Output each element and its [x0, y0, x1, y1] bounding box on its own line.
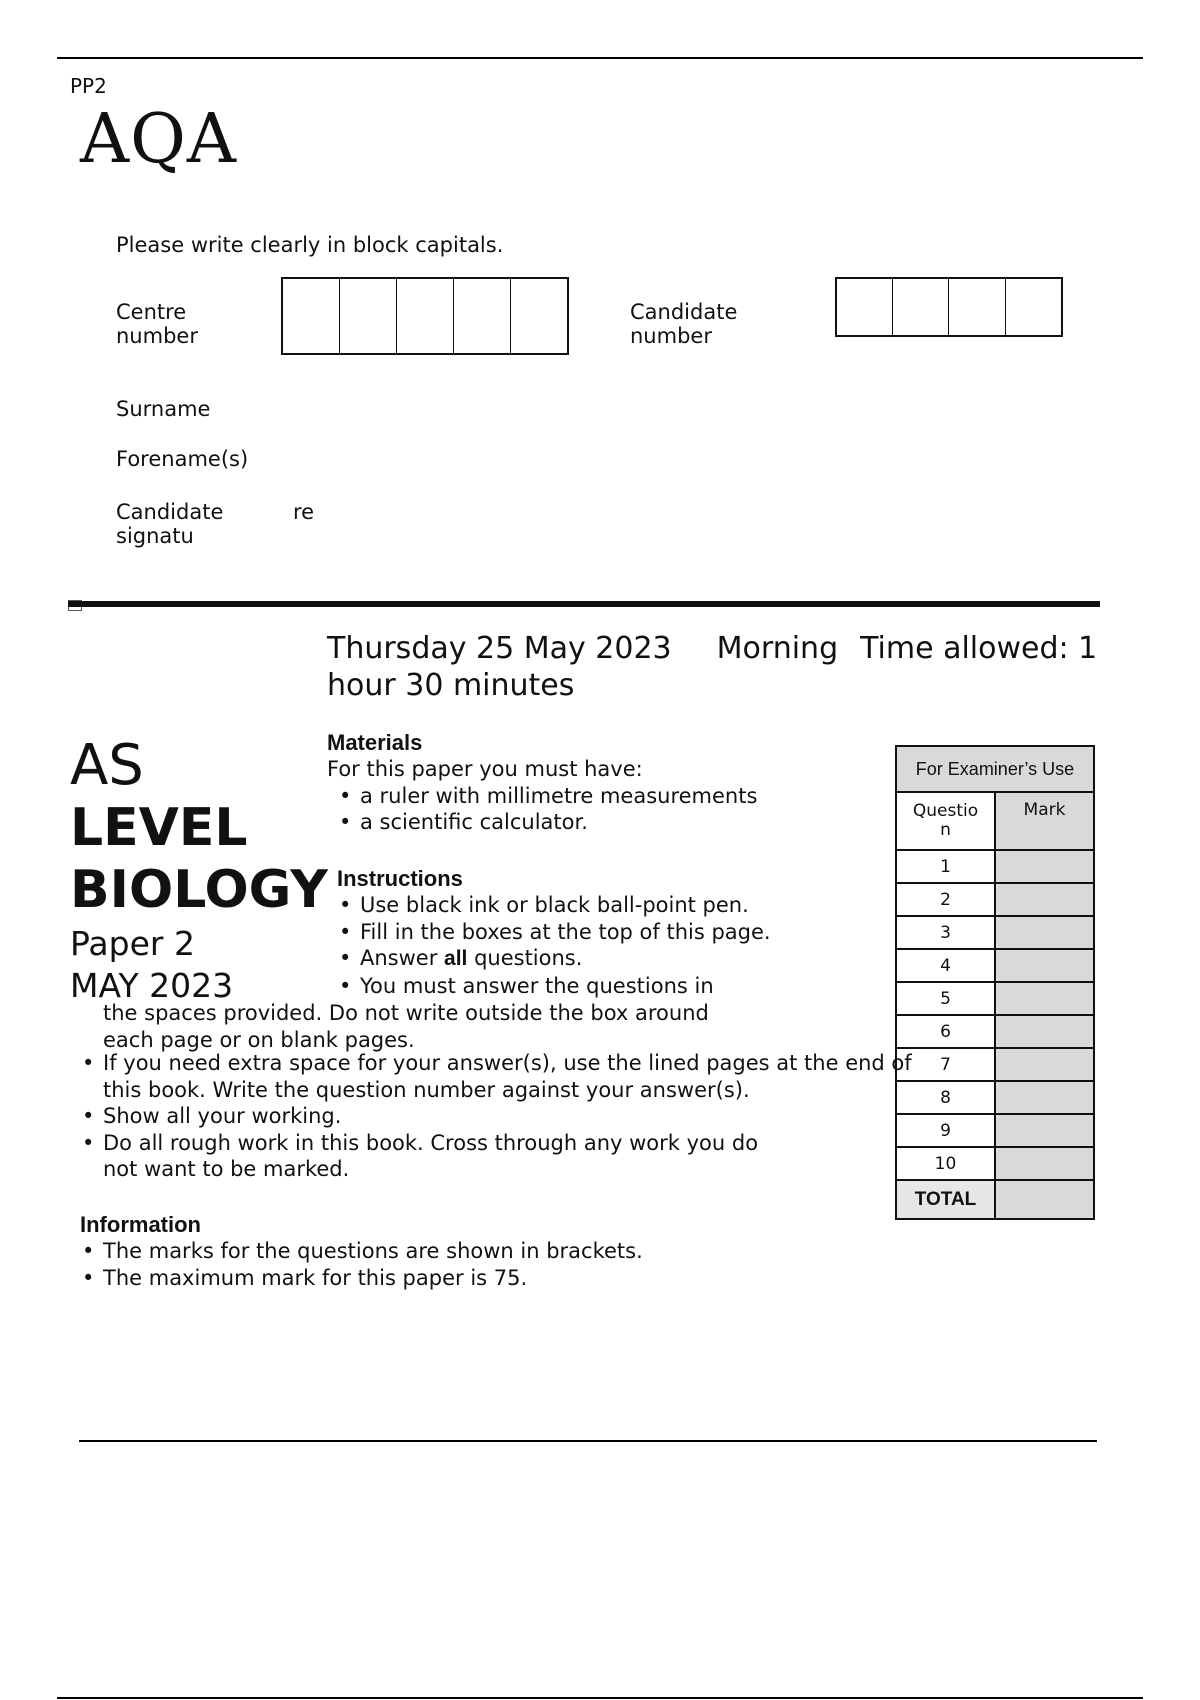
table-row: [896, 1147, 1094, 1180]
exam-session: Morning: [716, 631, 839, 666]
subject-level-2: LEVEL: [70, 798, 248, 858]
centre-number-boxes[interactable]: [281, 277, 569, 355]
table-row: [896, 1114, 1094, 1147]
subject-series: MAY 2023: [70, 966, 234, 1005]
question-number: 7: [896, 1048, 995, 1081]
exam-time-allowed: Time allowed: 1 hour 30 minutes: [327, 631, 1098, 703]
instructions-heading: Instructions: [337, 866, 463, 891]
centre-number-box[interactable]: [454, 279, 511, 353]
list-item: • Fill in the boxes at the top of this page.: [337, 919, 877, 946]
examiner-table: [895, 745, 1095, 1220]
question-number: 3: [896, 916, 995, 949]
list-item: • The marks for the questions are shown in brackets.: [80, 1238, 880, 1265]
subject-level-1: AS: [70, 733, 144, 798]
centre-number-box[interactable]: [511, 279, 567, 353]
instructions-more: [80, 1050, 980, 1183]
list-item: • a ruler with millimetre measurements: [337, 783, 847, 810]
thick-divider: [68, 601, 1100, 607]
mark-cell: [995, 1015, 1094, 1048]
mark-cell: [995, 949, 1094, 982]
signature-label: Candidate signatu: [116, 500, 224, 548]
question-column-header: Questio n: [896, 792, 995, 850]
page-bottom-rule: [57, 1697, 1143, 1699]
information-section: [80, 1212, 880, 1291]
candidate-number-box[interactable]: [1006, 279, 1061, 335]
candidate-number-boxes[interactable]: [835, 277, 1063, 337]
examiner-table-title: For Examiner’s Use: [896, 746, 1094, 792]
table-row: [896, 982, 1094, 1015]
question-number: 5: [896, 982, 995, 1015]
mark-cell: [995, 1081, 1094, 1114]
list-item: [337, 945, 877, 973]
total-label: TOTAL: [896, 1180, 995, 1219]
mark-cell: [995, 982, 1094, 1015]
centre-number-box[interactable]: [340, 279, 397, 353]
table-row: [896, 1048, 1094, 1081]
signature-label-tail: re: [293, 500, 315, 524]
table-row: [896, 949, 1094, 982]
list-item: • If you need extra space for your answer(s), use the lined pages at the end of this book. Write the question number against your answer(s).: [80, 1050, 980, 1103]
answer-all-text: Answer all questions.: [360, 946, 583, 970]
question-number: 10: [896, 1147, 995, 1180]
candidate-number-box[interactable]: [837, 279, 893, 335]
list-item: • The maximum mark for this paper is 75.: [80, 1265, 880, 1292]
centre-number-box[interactable]: [397, 279, 454, 353]
materials-heading: Materials: [327, 730, 423, 755]
mark-cell: [995, 916, 1094, 949]
question-number: 4: [896, 949, 995, 982]
write-instruction: Please write clearly in block capitals.: [116, 233, 504, 257]
list-item: • You must answer the questions in: [337, 973, 877, 1000]
information-heading: Information: [80, 1212, 201, 1237]
table-row: [896, 850, 1094, 883]
aqa-logo: AQA: [80, 100, 237, 179]
exam-date: Thursday 25 May 2023: [327, 631, 672, 666]
table-row: [896, 883, 1094, 916]
list-item: • a scientific calculator.: [337, 809, 847, 836]
mark-cell: [995, 1147, 1094, 1180]
table-row: [896, 1081, 1094, 1114]
subject-name: BIOLOGY: [70, 860, 328, 920]
mark-cell: [995, 1048, 1094, 1081]
materials-intro: For this paper you must have:: [327, 757, 643, 781]
top-rule: [57, 57, 1143, 59]
instructions-continuation: the spaces provided. Do not write outside the box around each page or on blank pages.: [103, 1001, 709, 1052]
question-number: 9: [896, 1114, 995, 1147]
question-number: 1: [896, 850, 995, 883]
centre-number-label: Centre number: [116, 300, 198, 348]
subject-paper: Paper 2: [70, 924, 195, 963]
candidate-number-box[interactable]: [893, 279, 949, 335]
list-item: • Use black ink or black ball-point pen.: [337, 892, 877, 919]
question-number: 8: [896, 1081, 995, 1114]
centre-number-box[interactable]: [283, 279, 340, 353]
paper-code: PP2: [70, 74, 107, 98]
materials-section: [327, 730, 847, 836]
forenames-label: Forename(s): [116, 447, 249, 471]
list-item: • Show all your working.: [80, 1103, 980, 1130]
table-row: [896, 1015, 1094, 1048]
exam-dateline: [327, 630, 1107, 704]
question-number: 2: [896, 883, 995, 916]
total-mark-cell: [995, 1180, 1094, 1219]
question-number: 6: [896, 1015, 995, 1048]
subject-block: [70, 735, 328, 1005]
table-row: [896, 1180, 1094, 1219]
surname-label: Surname: [116, 397, 211, 421]
mark-column-header: Mark: [995, 792, 1094, 850]
instructions-section: [337, 866, 877, 999]
candidate-number-box[interactable]: [949, 279, 1006, 335]
bottom-rule: [79, 1440, 1097, 1442]
mark-cell: [995, 850, 1094, 883]
list-item: • Do all rough work in this book. Cross through any work you do not want to be marked.: [80, 1130, 980, 1183]
mark-cell: [995, 1114, 1094, 1147]
candidate-number-label: Candidate number: [630, 300, 738, 348]
table-row: [896, 916, 1094, 949]
mark-cell: [995, 883, 1094, 916]
